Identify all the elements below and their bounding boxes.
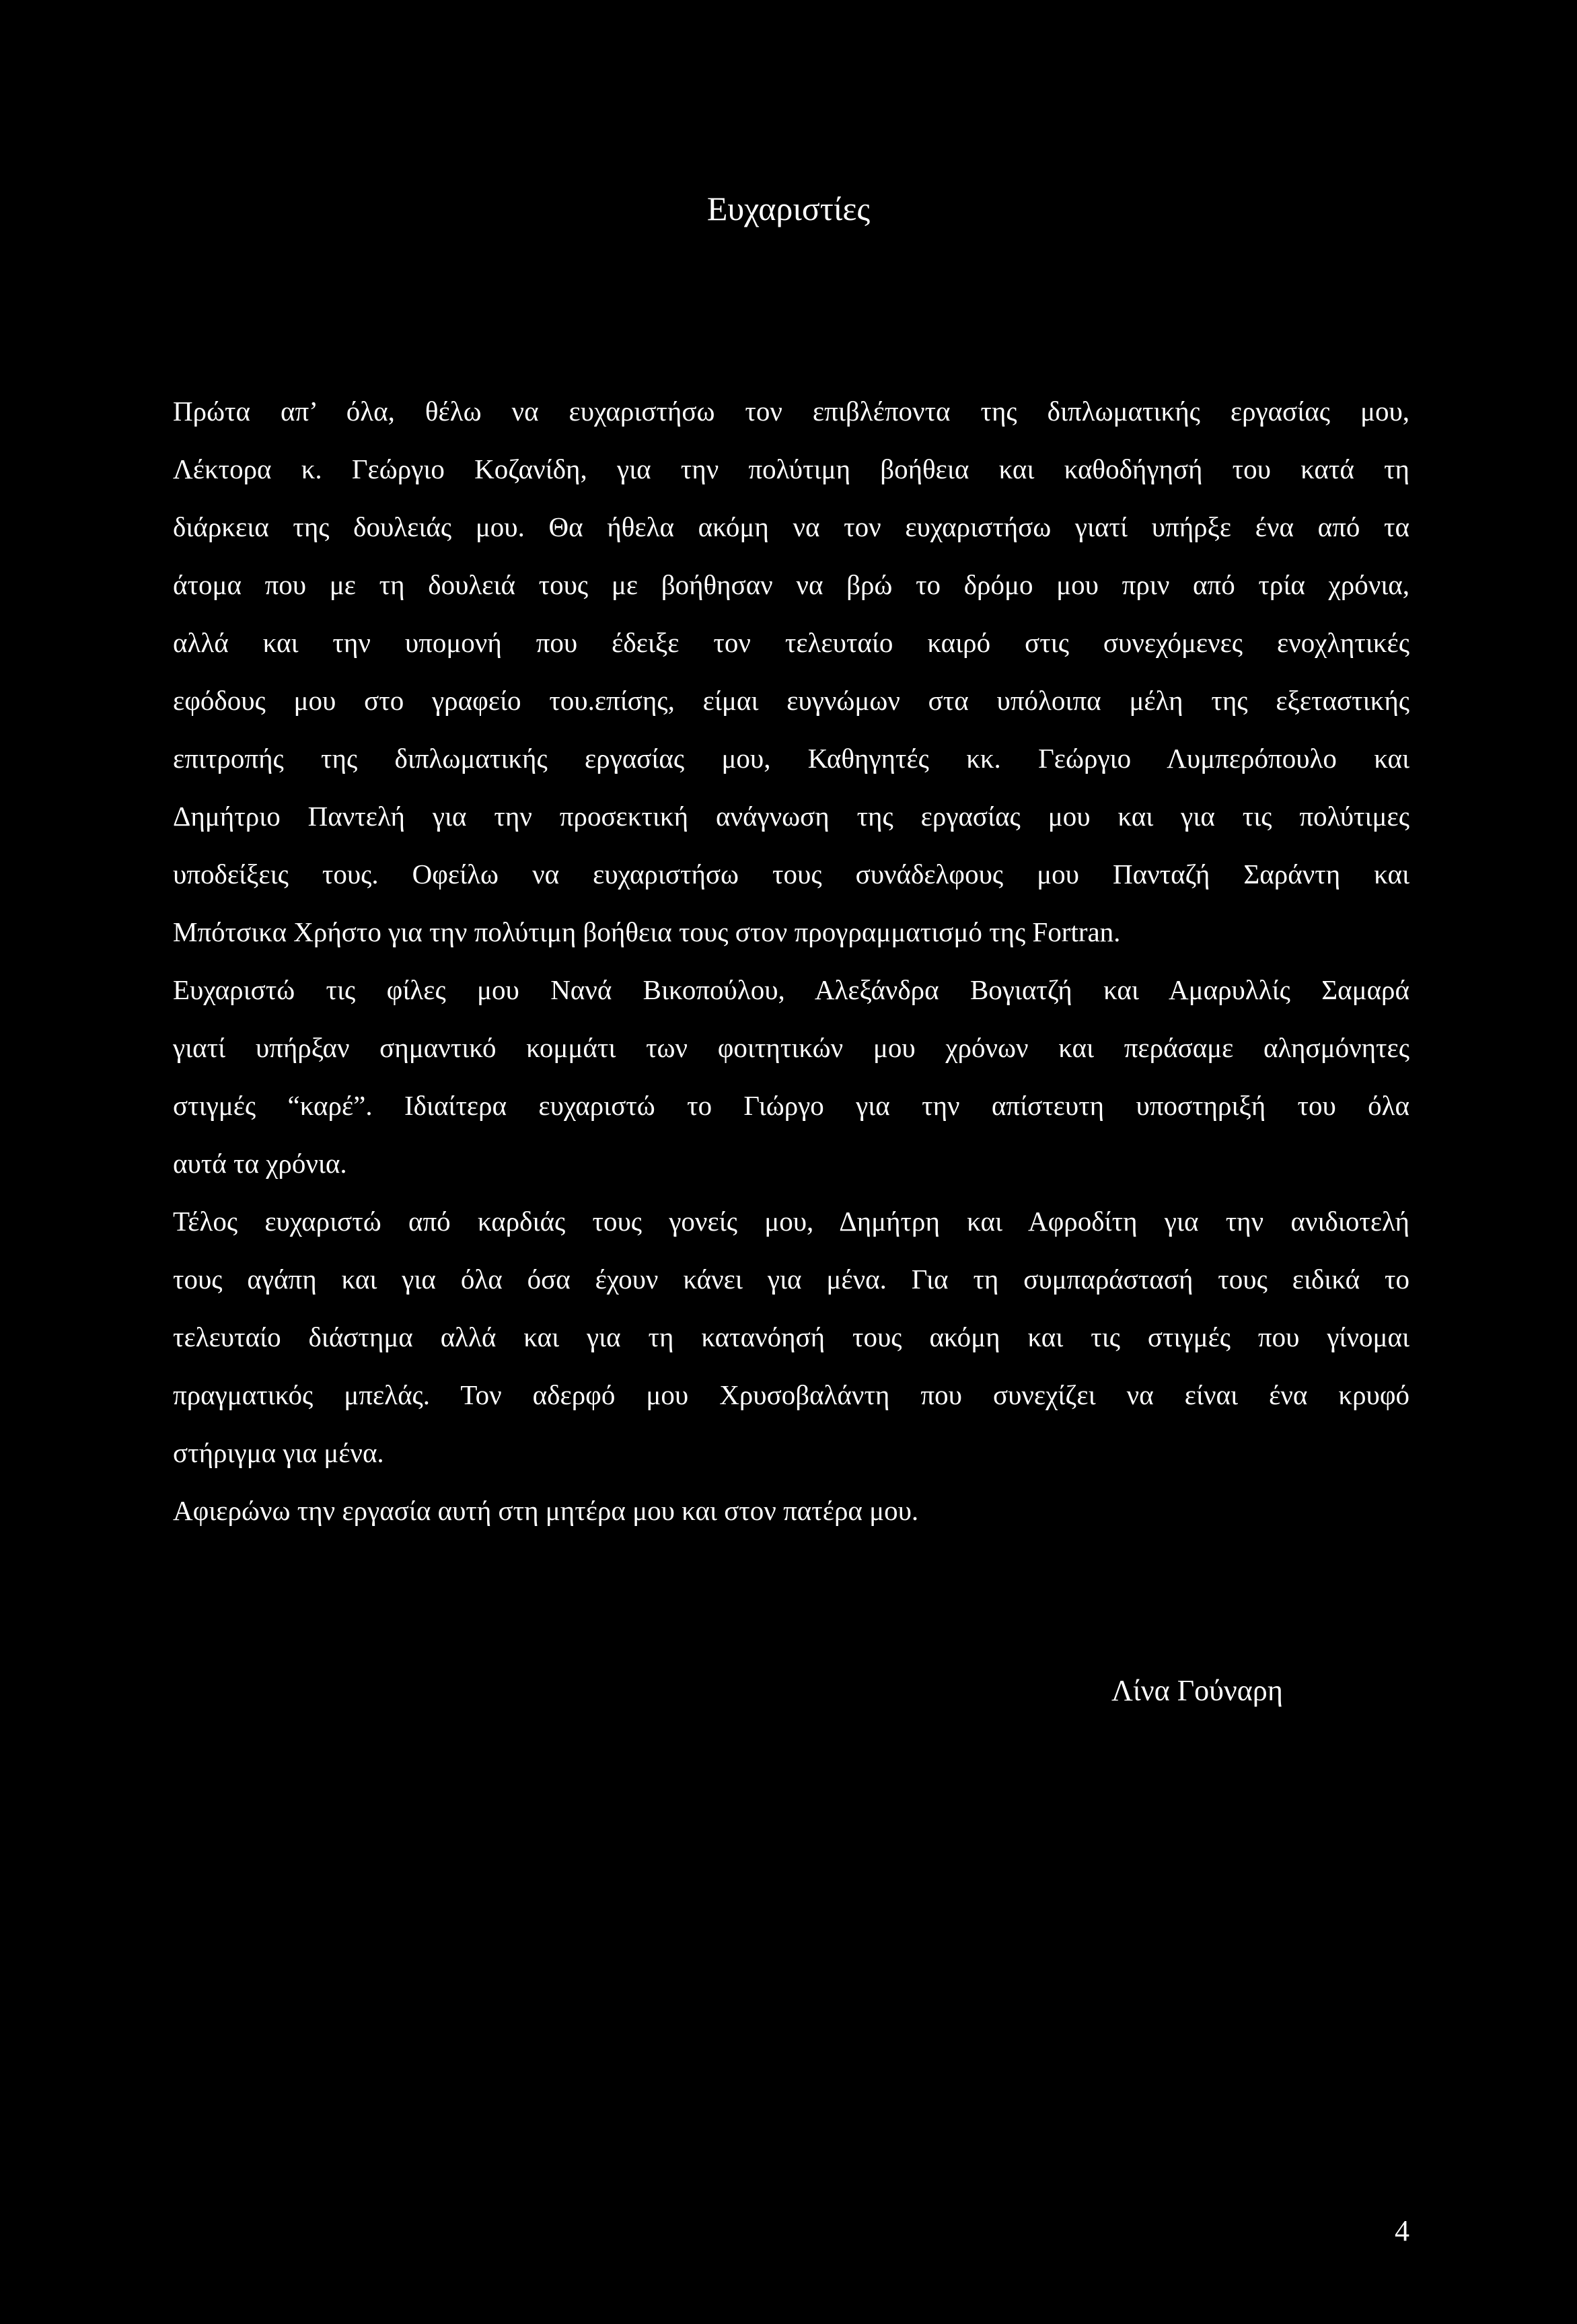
text-line: Τέλος ευχαριστώ από καρδιάς τους γονείς μου, Δημήτρη και Αφροδίτη για την ανιδιοτελή	[173, 1206, 1409, 1237]
author-signature: Λίνα Γούναρη	[1111, 1674, 1283, 1707]
text-line: Λέκτορα κ. Γεώργιο Κοζανίδη, για την πολύτιμη βοήθεια και καθοδήγησή του κατά τη	[173, 453, 1409, 484]
text-line: εφόδους μου στο γραφείο του.επίσης, είμαι ευγνώμων στα υπόλοιπα μέλη της εξεταστικής	[173, 685, 1409, 716]
page-number: 4	[1395, 2214, 1409, 2247]
text-line: άτομα που με τη δουλειά τους με βοήθησαν να βρώ το δρόμο μου πριν από τρία χρόνια,	[173, 569, 1409, 600]
text-line: Πρώτα απ’ όλα, θέλω να ευχαριστήσω τον επιβλέποντα της διπλωματικής εργασίας μου,	[173, 396, 1409, 427]
text-line: πραγματικός μπελάς. Τον αδερφό μου Χρυσοβαλάντη που συνεχίζει να είναι ένα κρυφό	[173, 1379, 1409, 1410]
text-line: αυτά τα χρόνια.	[173, 1148, 347, 1179]
text-line: γιατί υπήρξαν σημαντικό κομμάτι των φοιτητικών μου χρόνων και περάσαμε αλησμόνητες	[173, 1032, 1409, 1063]
text-line: υποδείξεις τους. Οφείλω να ευχαριστήσω τους συνάδελφους μου Πανταζή Σαράντη και	[173, 859, 1409, 889]
page-title: Ευχαριστίες	[706, 190, 871, 227]
text-line: τελευταίο διάστημα αλλά και για τη κατανόησή τους ακόμη και τις στιγμές που γίνομαι	[173, 1321, 1409, 1352]
text-line: στιγμές “καρέ”. Ιδιαίτερα ευχαριστώ το Γιώργο για την απίστευτη υποστηριξή του όλα	[173, 1090, 1409, 1121]
text-line: επιτροπής της διπλωματικής εργασίας μου, Καθηγητές κκ. Γεώργιο Λυμπερόπουλο και	[173, 743, 1409, 774]
acknowledgements-body	[173, 382, 1409, 1539]
text-line: Μπότσικα Χρήστο για την πολύτιμη βοήθεια τους στον προγραμματισμό της Fortran.	[173, 916, 1121, 947]
text-line: στήριγμα για μένα.	[173, 1437, 384, 1468]
text-line: Δημήτριο Παντελή για την προσεκτική ανάγνωση της εργασίας μου και για τις πολύτιμες	[173, 801, 1409, 832]
text-line: αλλά και την υπομονή που έδειξε τον τελευταίο καιρό στις συνεχόμενες ενοχλητικές	[173, 627, 1409, 658]
text-line: τους αγάπη και για όλα όσα έχουν κάνει για μένα. Για τη συμπαράστασή τους ειδικά το	[173, 1264, 1409, 1295]
text-line: Ευχαριστώ τις φίλες μου Νανά Βικοπούλου, Αλεξάνδρα Βογιατζή και Αμαρυλλίς Σαμαρά	[173, 974, 1409, 1005]
text-line: διάρκεια της δουλειάς μου. Θα ήθελα ακόμη να τον ευχαριστήσω γιατί υπήρξε ένα από τα	[173, 511, 1409, 542]
text-line: Αφιερώνω την εργασία αυτή στη μητέρα μου και στον πατέρα μου.	[173, 1495, 919, 1526]
